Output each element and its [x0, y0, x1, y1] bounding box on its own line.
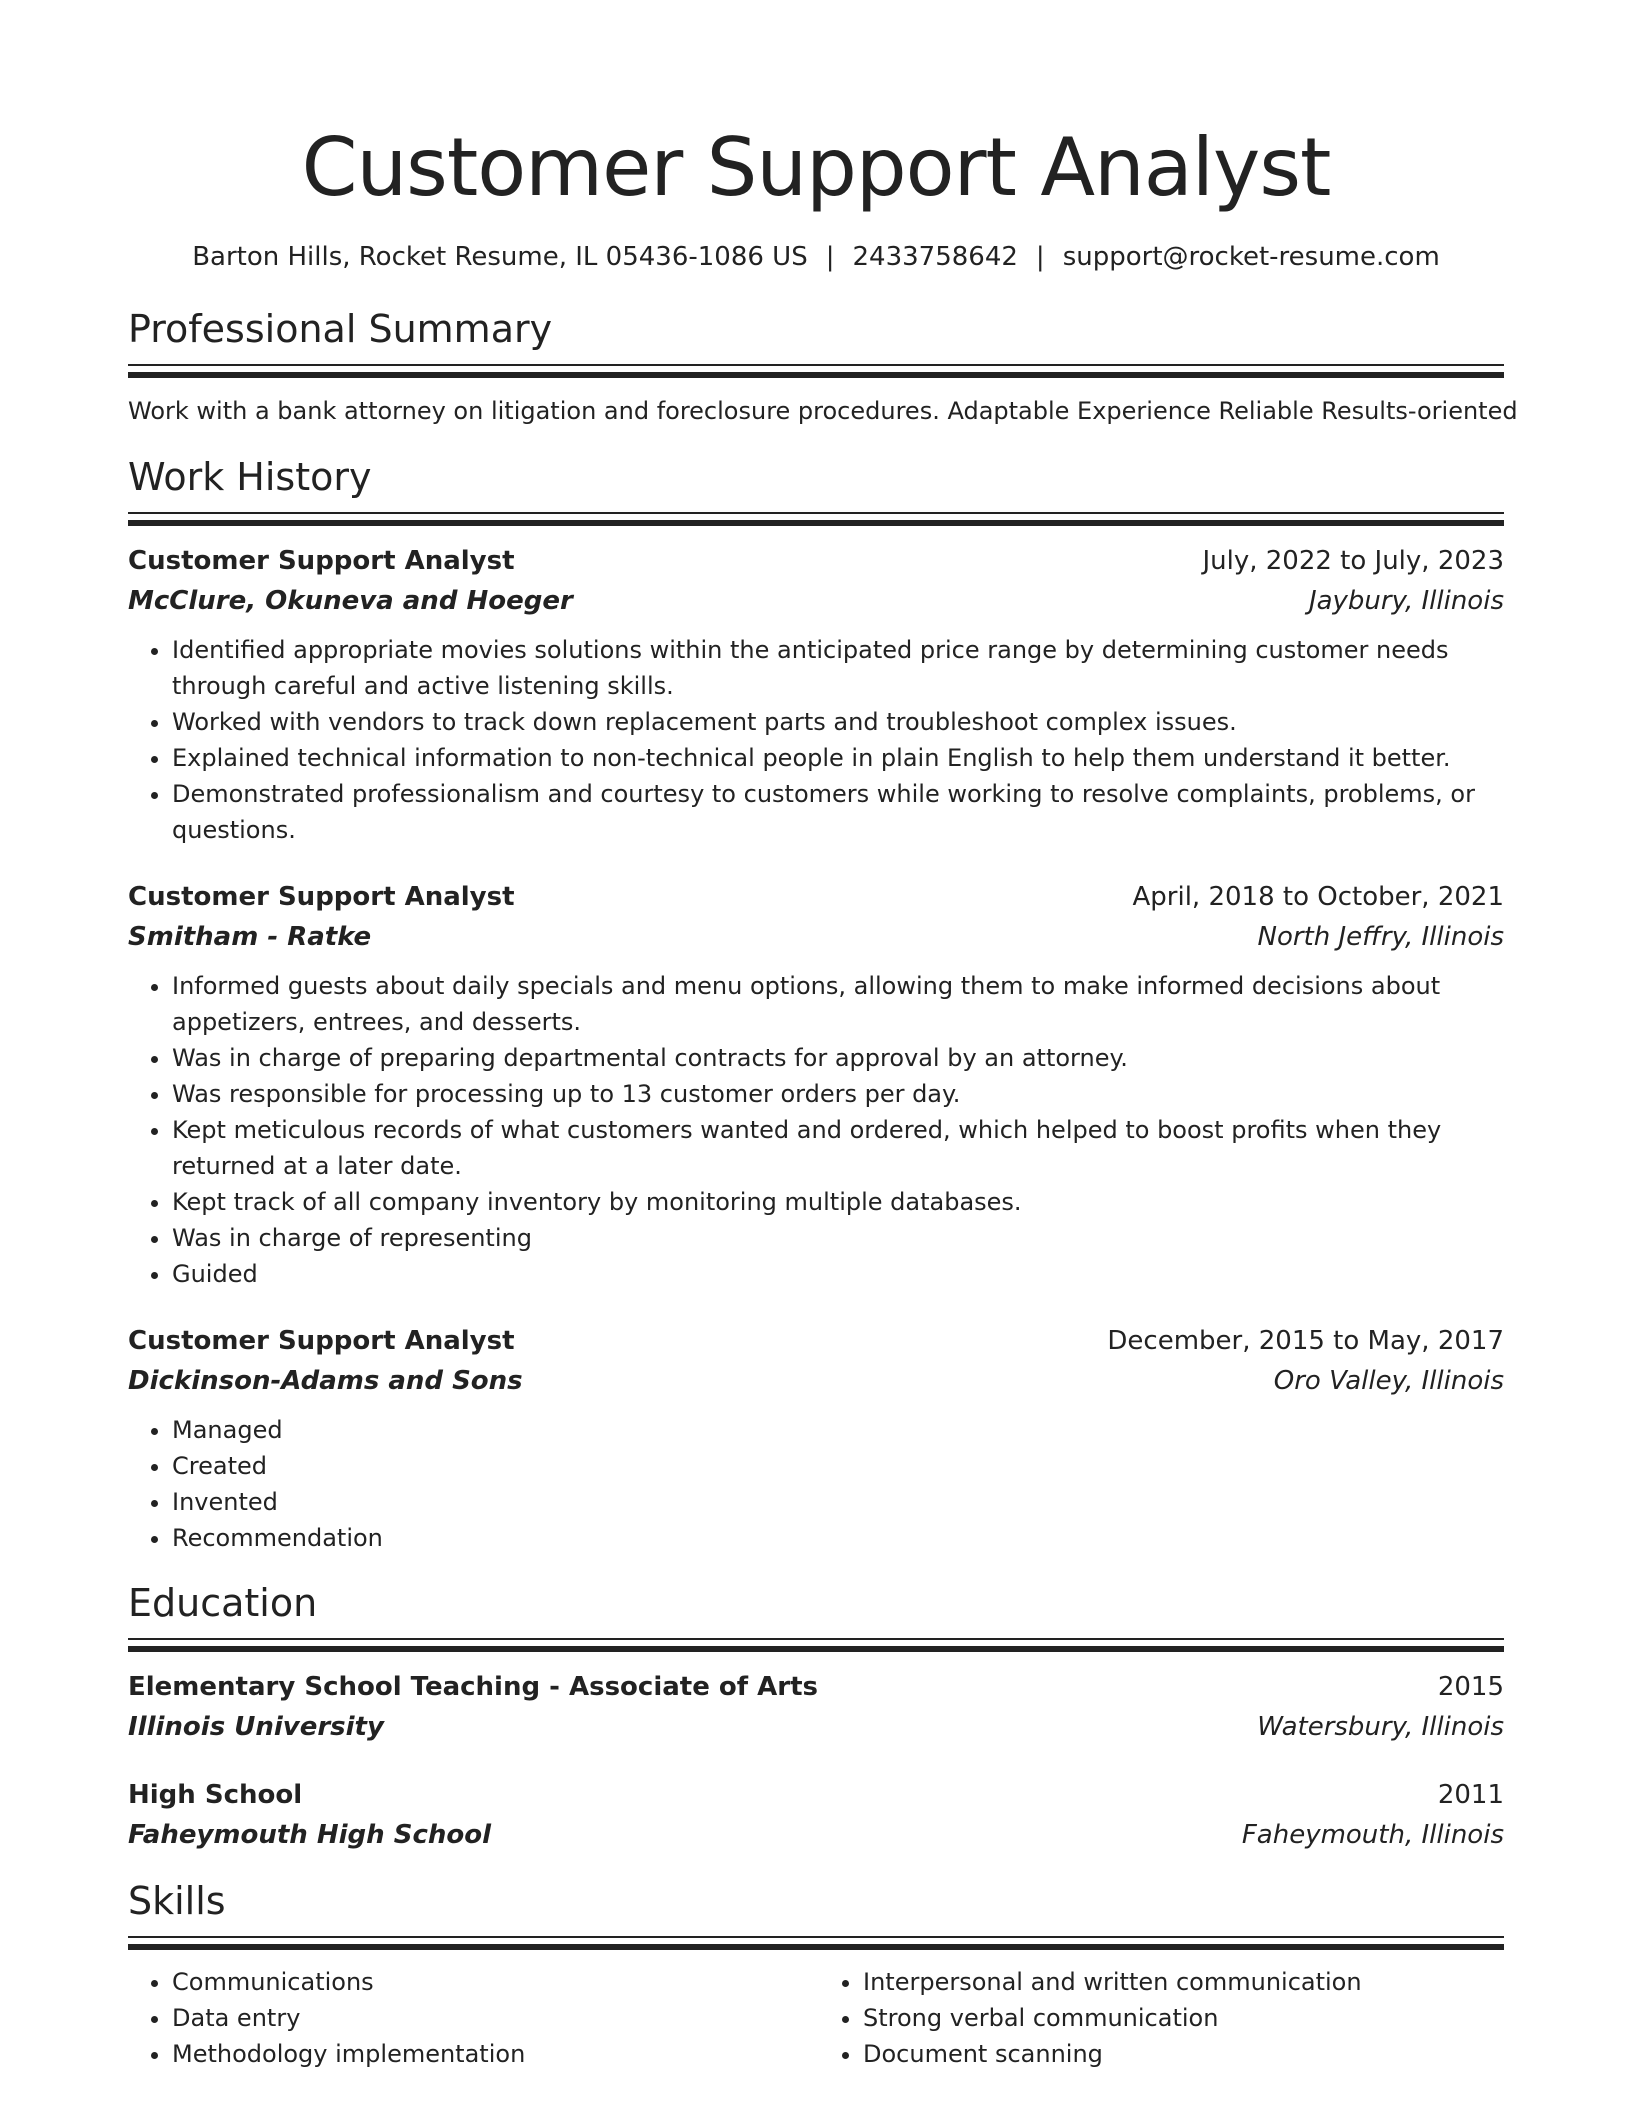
education-year: 2015 [1437, 1672, 1504, 1702]
education-year: 2011 [1437, 1780, 1504, 1810]
skills-columns [128, 1964, 1504, 2072]
list-item: • Interpersonal and written communication [863, 1964, 1504, 2000]
skills-section [128, 1876, 1504, 2072]
list-item: • Was in charge of preparing departmental contracts for approval by an attorney. [172, 1040, 1504, 1076]
section-heading-summary: Professional Summary [128, 307, 553, 351]
work-history-section [128, 452, 1504, 1556]
section-heading-education: Education [128, 1581, 318, 1625]
education-degree: High School [128, 1780, 303, 1810]
job-title: Customer Support Analyst [128, 882, 515, 912]
skills-list-left [128, 1964, 813, 2072]
education-school: Faheymouth High School [128, 1820, 491, 1850]
job-location: North Jeffry, Illinois [1257, 922, 1504, 952]
list-item: • Data entry [172, 2000, 813, 2036]
contact-line [128, 240, 1504, 274]
list-item: • Invented [172, 1484, 1504, 1520]
job-location: Jaybury, Illinois [1308, 586, 1504, 616]
contact-separator: | [1035, 242, 1045, 272]
education-entry [128, 1668, 1504, 1746]
section-divider [128, 372, 1504, 378]
job-dates: April, 2018 to October, 2021 [1132, 882, 1504, 912]
list-item: • Methodology implementation [172, 2036, 813, 2072]
skills-list-right [813, 1964, 1504, 2072]
list-item: • Explained technical information to non-technical people in plain English to help them understand it better. [172, 740, 1504, 776]
list-item: • Demonstrated professionalism and courtesy to customers while working to resolve complaints, problems, or questions. [172, 776, 1504, 848]
summary-text: Work with a bank attorney on litigation and foreclosure procedures. Adaptable Experience Reliable Results-oriented [128, 397, 1518, 425]
section-divider [128, 1944, 1504, 1950]
list-item: • Was responsible for processing up to 13 customer orders per day. [172, 1076, 1504, 1112]
job-location: Oro Valley, Illinois [1273, 1366, 1504, 1396]
section-heading-work: Work History [128, 455, 372, 499]
list-item: • Worked with vendors to track down replacement parts and troubleshoot complex issues. [172, 704, 1504, 740]
education-location: Watersbury, Illinois [1257, 1712, 1504, 1742]
summary-section [128, 304, 1518, 428]
job-entry [128, 542, 1504, 848]
list-item: • Strong verbal communication [863, 2000, 1504, 2036]
list-item: • Created [172, 1448, 1504, 1484]
section-heading-skills: Skills [128, 1879, 226, 1923]
contact-phone: 2433758642 [852, 242, 1018, 272]
job-bullets [128, 1412, 1504, 1556]
job-entry [128, 878, 1504, 1292]
list-item: • Identified appropriate movies solutions within the anticipated price range by determining customer needs through careful and active listening skills. [172, 632, 1504, 704]
section-divider [128, 364, 1504, 366]
job-title: Customer Support Analyst [128, 1326, 515, 1356]
section-divider [128, 512, 1504, 514]
education-school: Illinois University [128, 1712, 384, 1742]
job-title: Customer Support Analyst [128, 546, 515, 576]
list-item: • Kept track of all company inventory by monitoring multiple databases. [172, 1184, 1504, 1220]
job-dates: July, 2022 to July, 2023 [1202, 546, 1504, 576]
list-item: • Guided [172, 1256, 1504, 1292]
contact-email: support@rocket-resume.com [1062, 242, 1440, 272]
job-company: Dickinson-Adams and Sons [128, 1366, 523, 1396]
resume-title: Customer Support Analyst [301, 121, 1331, 214]
list-item: • Informed guests about daily specials and menu options, allowing them to make informed decisions about appetizers, entrees, and desserts. [172, 968, 1504, 1040]
list-item: • Recommendation [172, 1520, 1504, 1556]
list-item: • Was in charge of representing [172, 1220, 1504, 1256]
education-degree: Elementary School Teaching - Associate of Arts [128, 1672, 818, 1702]
section-divider [128, 1936, 1504, 1938]
job-company: Smitham - Ratke [128, 922, 372, 952]
list-item: • Document scanning [863, 2036, 1504, 2072]
job-dates: December, 2015 to May, 2017 [1107, 1326, 1504, 1356]
job-entry [128, 1322, 1504, 1556]
section-divider [128, 1646, 1504, 1652]
contact-separator: | [825, 242, 835, 272]
list-item: • Kept meticulous records of what customers wanted and ordered, which helped to boost profits when they returned at a later date. [172, 1112, 1504, 1184]
job-bullets [128, 632, 1504, 848]
education-section [128, 1578, 1504, 1854]
job-company: McClure, Okuneva and Hoeger [128, 586, 573, 616]
list-item: • Communications [172, 1964, 813, 2000]
section-divider [128, 520, 1504, 526]
section-divider [128, 1638, 1504, 1640]
resume-page [128, 0, 1518, 2072]
list-item: • Managed [172, 1412, 1504, 1448]
job-bullets [128, 968, 1504, 1292]
education-entry [128, 1776, 1504, 1854]
contact-address: Barton Hills, Rocket Resume, IL 05436-1086 US [192, 242, 808, 272]
education-location: Faheymouth, Illinois [1241, 1820, 1504, 1850]
